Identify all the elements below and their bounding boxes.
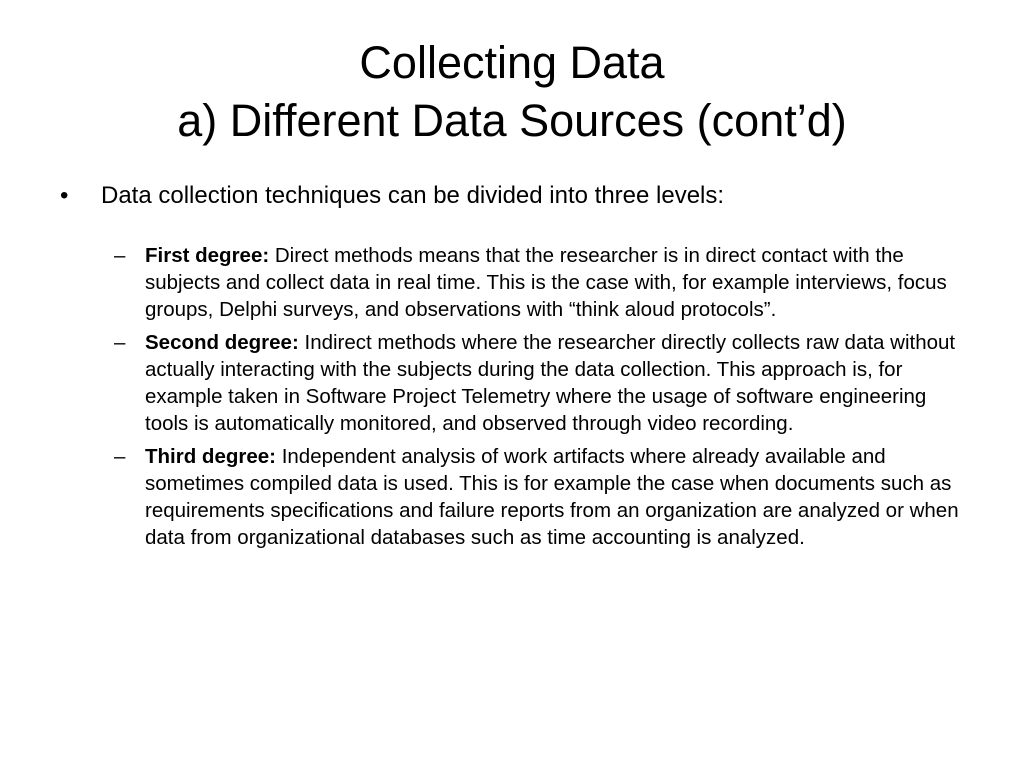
sub-bullet-term: First degree: <box>145 244 270 267</box>
slide-body <box>60 180 970 557</box>
title-line-1: Collecting Data <box>359 37 665 88</box>
main-bullet-text: Data collection techniques can be divided into three levels: <box>101 182 725 209</box>
main-bullet <box>60 180 970 212</box>
sub-bullet-text: Indirect methods where the researcher directly collects raw data without actually interacting with the subjects during the data collection. This approach is, for example taken in Software Project Telemetry where the usage of software engineering tools is automatically monitored, and observed through video recording. <box>145 331 956 435</box>
sub-bullet-text: Direct methods means that the researcher is in direct contact with the subjects and collect data in real time. This is the case with, for example interviews, focus groups, Delphi surveys, and observations with “think aloud protocols”. <box>145 244 947 321</box>
sub-bullet-second-degree <box>114 329 970 437</box>
bullet-marker: • <box>60 182 69 209</box>
sub-bullet-first-degree <box>114 242 970 323</box>
dash-marker: – <box>114 244 126 267</box>
sub-bullet-term: Second degree: <box>145 331 299 354</box>
title-line-2: a) Different Data Sources (cont’d) <box>177 95 847 146</box>
sub-bullet-third-degree <box>114 443 970 551</box>
sub-bullet-text: Independent analysis of work artifacts where already available and sometimes compiled data is used. This is for example the case when documents such as requirements specifications and failure reports from an organization are analyzed or when data from organizational databases such as time accounting is analyzed. <box>145 445 959 549</box>
dash-marker: – <box>114 445 126 468</box>
slide-title <box>0 34 1024 150</box>
sub-bullet-term: Third degree: <box>145 445 276 468</box>
sub-bullet-list <box>60 242 970 551</box>
dash-marker: – <box>114 331 126 354</box>
